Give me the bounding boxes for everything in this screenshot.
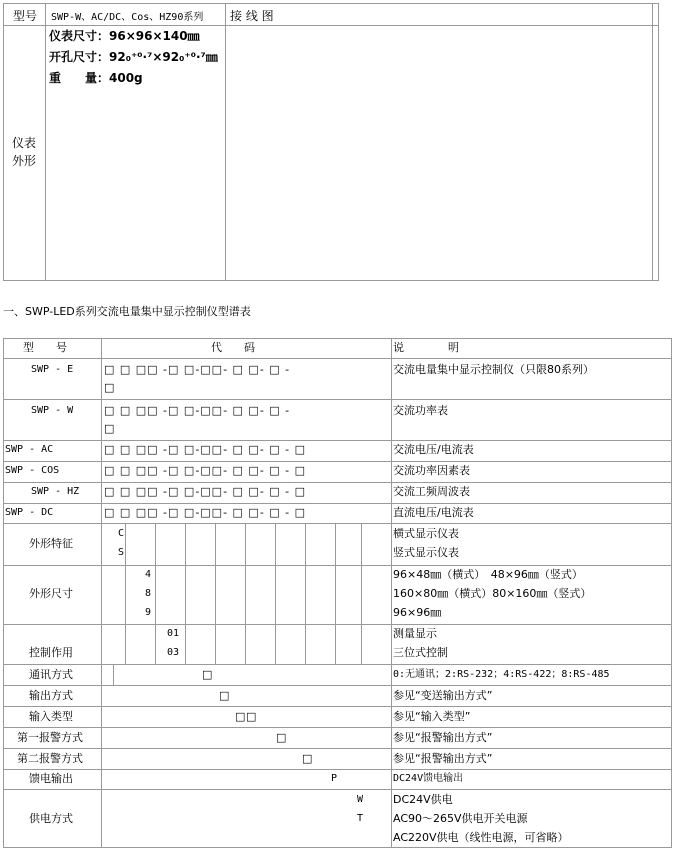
shape-desc-c: 横式显示仪表: [393, 527, 459, 540]
size-desc-4: 96×48㎜（横式） 48×96㎜（竖式）: [393, 568, 583, 581]
wiring-header: 接 线 图: [230, 9, 274, 23]
size-label: 外形尺寸: [29, 587, 73, 600]
rule: [3, 664, 672, 665]
desc-swp-ac: 交流电压/电流表: [393, 443, 474, 456]
rule: [3, 338, 672, 339]
code-box: □: [235, 710, 246, 723]
power-desc-t: AC90～265V供电开关电源: [393, 812, 528, 825]
spec-cutout: 开孔尺寸：92₀⁺⁰·⁷×92₀⁺⁰·⁷㎜: [49, 50, 218, 64]
model-swp-ac: SWP - AC: [5, 444, 54, 455]
rule: [3, 748, 672, 749]
model-swp-hz: SWP - HZ: [31, 486, 80, 497]
rule: [658, 3, 659, 281]
alarm2-desc: 参见“报警输出方式”: [393, 752, 493, 765]
spec-size: 仪表尺寸：96×96×140㎜: [49, 29, 200, 43]
shape-code-s: S: [118, 547, 125, 558]
rule: [3, 503, 672, 504]
desc-swp-cos: 交流功率因素表: [393, 464, 470, 477]
size-code-4: 4: [145, 569, 152, 580]
code-pattern: □ □ □□ -□ □-□□- □ □- □ - □: [104, 506, 307, 519]
comm-desc: 0:无通讯；2:RS-232；4:RS-422；8:RS-485: [393, 669, 610, 680]
control-label: 控制作用: [29, 646, 73, 659]
desc-swp-w: 交流功率表: [393, 404, 448, 417]
rule: [3, 3, 4, 281]
rule: [335, 523, 336, 664]
header-model: 型 号: [23, 341, 67, 354]
model-spectrum-table: [3, 338, 672, 848]
model-swp-w: SWP - W: [31, 405, 74, 416]
rule: [3, 523, 672, 524]
code-box: □: [202, 668, 213, 681]
alarm1-label: 第一报警方式: [17, 731, 83, 744]
rule: [3, 338, 4, 848]
model-header: 型号: [13, 9, 38, 23]
spec-table: [3, 3, 659, 281]
output-desc: 参见“变送输出方式”: [393, 689, 493, 702]
size-desc-8: 160×80㎜（横式）80×160㎜（竖式）: [393, 587, 592, 600]
feed-code: P: [331, 773, 338, 784]
rule: [113, 664, 114, 685]
code-box: □: [219, 689, 230, 702]
rule: [391, 338, 392, 848]
header-desc: 说 明: [393, 341, 459, 354]
rule: [3, 399, 672, 400]
feed-desc: DC24V馈电输出: [393, 773, 464, 784]
shape-label: 外形特征: [29, 537, 73, 550]
code-box: □: [302, 752, 313, 765]
rule: [215, 523, 216, 664]
input-desc: 参见“输入类型”: [393, 710, 471, 723]
rule: [101, 338, 102, 848]
code-box: □: [104, 381, 115, 394]
rule: [3, 727, 672, 728]
control-desc-03: 三位式控制: [393, 646, 448, 659]
rule: [3, 847, 672, 848]
power-label: 供电方式: [29, 812, 73, 825]
code-box: □: [276, 731, 287, 744]
rule: [3, 440, 672, 441]
rule: [3, 280, 659, 281]
model-swp-e: SWP - E: [31, 364, 74, 375]
code-pattern: □ □ □□ -□ □-□□- □ □- □ - □: [104, 485, 307, 498]
control-code-01: 01: [167, 628, 180, 639]
desc-swp-hz: 交流工频周波表: [393, 485, 470, 498]
rule: [3, 25, 659, 26]
rule: [185, 523, 186, 664]
rule: [3, 769, 672, 770]
shape-desc-s: 竖式显示仪表: [393, 546, 459, 559]
rule: [3, 358, 672, 359]
power-desc-default: AC220V供电（线性电源，可省略）: [393, 831, 569, 844]
section-title: 一、SWP-LED系列交流电量集中显示控制仪型谱表: [3, 305, 251, 318]
feed-label: 馈电输出: [29, 772, 73, 785]
alarm2-label: 第二报警方式: [17, 752, 83, 765]
rule: [3, 685, 672, 686]
rule: [3, 565, 672, 566]
appearance-label: 仪表外形: [12, 136, 37, 168]
control-code-03: 03: [167, 647, 180, 658]
comm-label: 通讯方式: [29, 668, 73, 681]
rule: [361, 523, 362, 664]
rule: [671, 338, 672, 848]
model-swp-cos: SWP - COS: [5, 465, 60, 476]
model-value: SWP-W、AC/DC、Cos、HZ90系列: [51, 12, 204, 23]
power-desc-w: DC24V供电: [393, 793, 453, 806]
code-pattern: □ □ □□ -□ □-□□- □ □- □ -: [104, 404, 291, 417]
desc-swp-e: 交流电量集中显示控制仪（只限80系列）: [393, 363, 594, 376]
spec-weight: 重 量：400g: [49, 71, 143, 85]
rule: [3, 624, 672, 625]
desc-swp-dc: 直流电压/电流表: [393, 506, 474, 519]
rule: [275, 523, 276, 664]
control-desc-01: 测量显示: [393, 627, 437, 640]
size-code-9: 9: [145, 607, 152, 618]
power-code-w: W: [357, 794, 364, 805]
rule: [155, 523, 156, 664]
rule: [305, 523, 306, 664]
rule: [225, 3, 226, 281]
size-code-8: 8: [145, 588, 152, 599]
header-code: 代 码: [211, 341, 255, 354]
output-label: 输出方式: [29, 689, 73, 702]
code-pattern: □ □ □□ -□ □-□□- □ □- □ - □: [104, 443, 307, 456]
code-pattern: □ □ □□ -□ □-□□- □ □- □ - □: [104, 464, 307, 477]
code-box: □: [104, 422, 115, 435]
shape-code-c: C: [118, 528, 125, 539]
rule: [3, 706, 672, 707]
rule: [125, 523, 126, 664]
rule: [652, 3, 653, 281]
rule: [3, 482, 672, 483]
alarm1-desc: 参见“报警输出方式”: [393, 731, 493, 744]
size-desc-9: 96×96㎜: [393, 606, 442, 619]
power-code-t: T: [357, 813, 364, 824]
rule: [245, 523, 246, 664]
rule: [3, 461, 672, 462]
rule: [3, 3, 659, 4]
rule: [3, 789, 672, 790]
input-label: 输入类型: [29, 710, 73, 723]
model-swp-dc: SWP - DC: [5, 507, 54, 518]
code-pattern: □ □ □□ -□ □-□□- □ □- □ -: [104, 363, 291, 376]
code-box: □: [246, 710, 257, 723]
rule: [45, 3, 46, 281]
